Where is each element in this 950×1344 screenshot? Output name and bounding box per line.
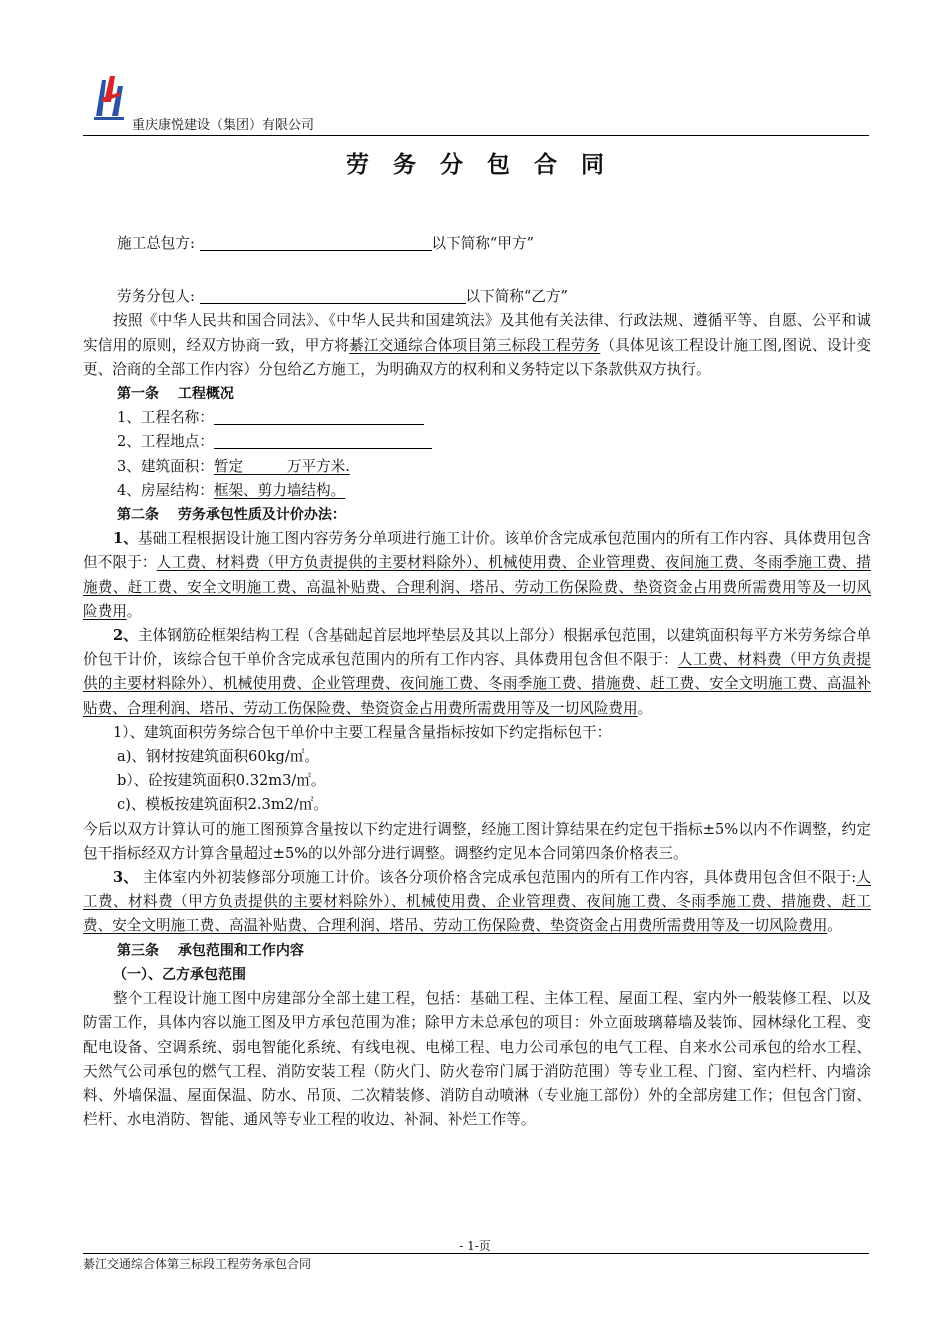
adjustment-paragraph: 今后以双方计算认可的施工图预算含量按以下约定进行调整，经施工图计算结果在约定包干指标±5%以内不作调整，约定包干指标经双方计算含量超过±5%的以外部分进行调整。调整约定见本合同第四条价格表三。: [83, 820, 871, 862]
building-area-label: 3、建筑面积：: [117, 457, 214, 475]
clause-number: 3、: [113, 869, 139, 887]
subcontractor-line: [83, 285, 871, 309]
document-title: 劳务分包合同: [346, 152, 628, 178]
project-name-label: 1、工程名称：: [117, 409, 214, 427]
subcontractor-blank-field: [200, 288, 466, 304]
formwork-index: c)、模板按建筑面积2.3m2/㎡。: [117, 796, 329, 814]
clause-text: 基础工程根据设计施工图内容劳务分单项进行施工计价。该单价含完成承包范围内的所有工作内容、具体费用包含但不限于：: [83, 530, 871, 572]
footer-document-title: 綦江交通综合体第三标段工程劳务承包合同: [83, 1257, 312, 1271]
project-name-line: [83, 406, 871, 430]
article-2-heading: 第二条 劳务承包性质及计价办法：: [117, 507, 346, 524]
contractor-label: 施工总包方:: [117, 235, 195, 252]
clause-end: 。: [126, 602, 142, 620]
article-3-heading: 第三条 承包范围和工作内容: [117, 942, 304, 959]
contract-body: [83, 232, 871, 1132]
clause-number: 2、: [113, 627, 138, 645]
contractor-suffix: 以下简称“甲方”: [431, 235, 535, 252]
intro-text-end: （具体见该工程设计施工图,图说、设计变更、洽商的全部工作内容）分包给乙方施工，为明确双方的权利和义务特定以下条款供双方执行。: [83, 336, 871, 378]
clause-text: 主体钢筋砼框架结构工程（含基础起首层地坪垫层及其以上部分）根据承包范围，以建筑面积每平方米劳务综合单价包干计价，该综合包干单价含完成承包范围内的所有工作内容、具体费用包含但不限于：: [83, 627, 871, 669]
intro-text: 按照《中华人民共和国合同法》、《中华人民共和国建筑法》及其他有关法律、行政法规、遵循平等、自愿、公平和诚实信用的原则，经双方协商一致，甲方将: [83, 312, 871, 354]
structure-label: 4、房屋结构：: [117, 481, 214, 499]
building-area-line: [83, 455, 871, 479]
project-name: 綦江交通综合体项目第三标段工程劳务: [349, 336, 601, 354]
clause-number: 1、: [113, 530, 138, 548]
steel-index: a)、钢材按建筑面积60kg/㎡。: [117, 748, 320, 766]
structure-line: [83, 479, 871, 503]
company-logo-icon: [90, 72, 134, 122]
article-2-clause-3: [83, 866, 871, 939]
clause-text: 主体室内外初装修部分项施工计价。该各分项价格含完成承包范围内的所有工作内容，具体费用包含但不限于:: [138, 869, 857, 887]
concrete-index: b）、砼按建筑面积0.32m3/㎡。: [117, 772, 326, 790]
project-name-blank-field: [214, 409, 424, 425]
clause-end: 。: [637, 699, 653, 717]
scope-paragraph: 整个工程设计施工图中房建部分全部土建工程，包括：基础工程、主体工程、屋面工程、室内外一般装修工程、以及防雷工作，具体内容以施工图及甲方承包范围为准；除甲方未总承包的项目：外立面玻璃幕墙及装饰、园林绿化工程、变配电设备、空调系统、弱电智能化系统、有线电视、电梯工程、电力公司承包的电气工程、自来水公司承包的给水工程、天然气公司承包的燃气工程、消防安装工程（防火门、防火卷帘门属于消防范围）等专业工程、门窗、室内栏杆、内墙涂料、外墙保温、屋面保温、防水、吊顶、二次精装修、消防自动喷淋（专业施工部份）外的全部房建工作；但包含门窗、栏杆、水电消防、智能、通风等专业工程的收边、补洞、补烂工作等。: [83, 990, 871, 1129]
subcontractor-label: 劳务分包人:: [117, 288, 195, 306]
project-location-line: [83, 430, 871, 454]
cost-items: 人工费、材料费（甲方负责提供的主要材料除外）、机械使用费、企业管理费、夜间施工费、冬雨季施工费、措施费、赶工费、安全文明施工费、高温补贴费、合理利润、塔吊、劳动工伤保险费、垫资资金占用费所需费用等及一切风险费用: [83, 869, 871, 935]
page-number: - 1-页: [459, 1239, 491, 1253]
structure-value: 框架、剪力墙结构。: [213, 481, 346, 499]
cost-items: 人工费、材料费（甲方负责提供的主要材料除外）、机械使用费、企业管理费、夜间施工费、冬雨季施工费、措施费、赶工费、安全文明施工费、高温补贴费、合理利润、塔吊、劳动工伤保险费、垫资资金占用费所需费用等及一切风险费用: [83, 554, 871, 620]
intro-paragraph: [83, 309, 871, 382]
article-1-heading: 第一条 工程概况: [117, 386, 234, 403]
article-2-clause-2: [83, 624, 871, 721]
header-divider: [83, 135, 869, 136]
company-name: 重庆康悦建设（集团）有限公司: [132, 118, 315, 133]
project-location-label: 2、工程地点：: [117, 433, 214, 451]
contractor-blank-field: [200, 235, 432, 251]
subcontractor-suffix: 以下简称“乙方”: [465, 288, 569, 306]
cost-items: 人工费、材料费（甲方负责提供的主要材料除外）、机械使用费、企业管理费、夜间施工费、冬雨季施工费、措施费、赶工费、安全文明施工费、高温补贴费、合理利润、塔吊、劳动工伤保险费、垫资资金占用费所需费用等及一切风险费用: [83, 651, 871, 717]
article-2-clause-1: [83, 527, 871, 624]
project-location-blank-field: [214, 433, 432, 449]
quantity-index-intro: 1）、建筑面积劳务综合包干单价中主要工程量含量指标按如下约定指标包干：: [113, 723, 612, 741]
clause-end: 。: [827, 917, 842, 935]
contractor-line: [83, 232, 871, 256]
building-area-value: 暂定 万平方米.: [213, 457, 350, 475]
spacer: [83, 256, 871, 285]
footer-divider: [83, 1253, 869, 1254]
scope-subheading: （一）、乙方承包范围: [113, 966, 246, 983]
